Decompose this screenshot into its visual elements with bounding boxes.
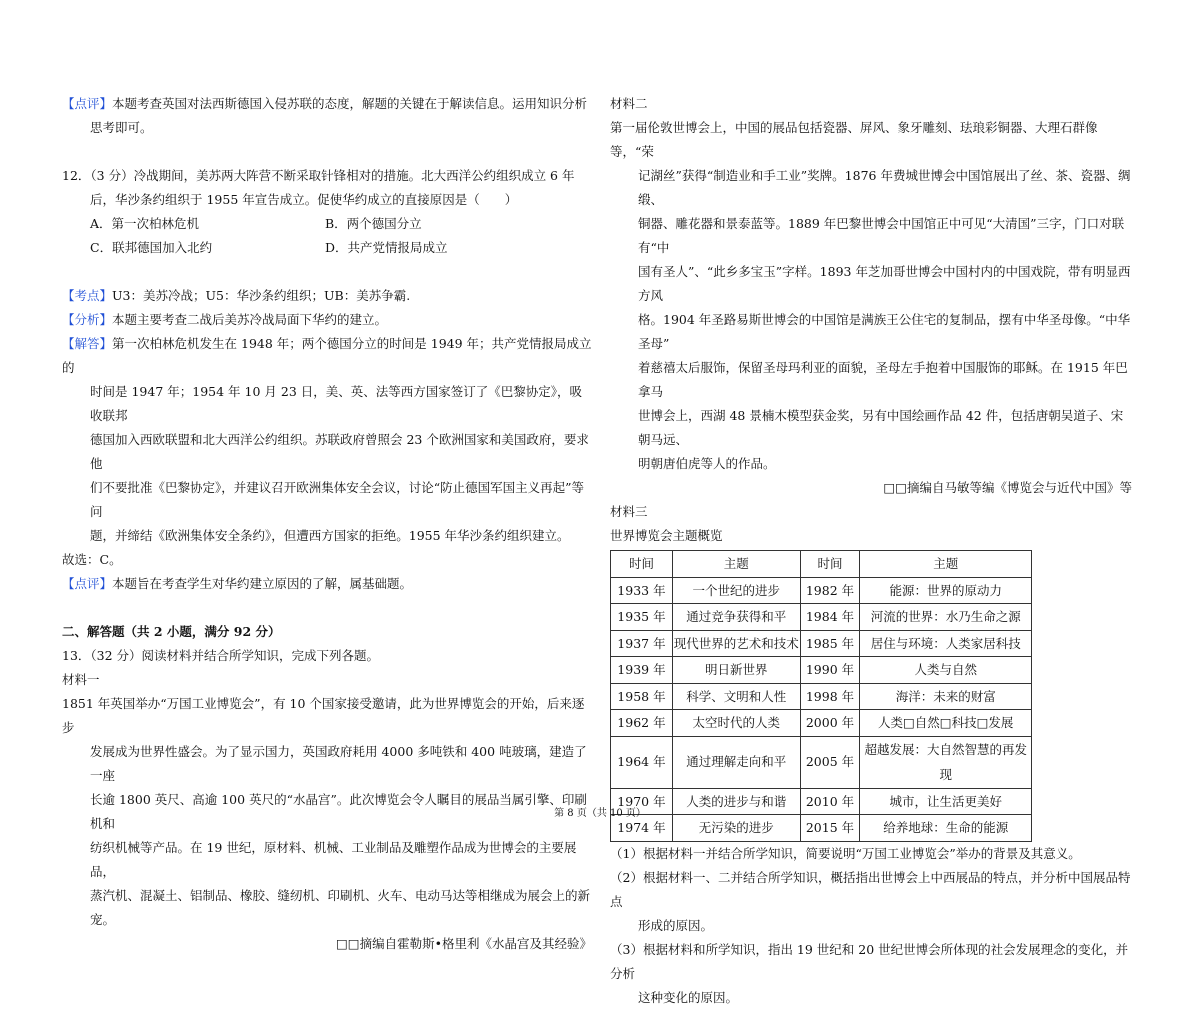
material-2-line: 着慈禧太后服饰，保留圣母玛利亚的面貌，圣母左手抱着中国服饰的耶稣。在 1915 年巴拿马: [638, 360, 1128, 399]
jieda-line: 时间是 1947 年；1954 年 10 月 23 日，美、英、法等西方国家签订了《巴黎协定》，吸收联邦: [90, 384, 582, 423]
table-cell: 河流的世界：水乃生命之源: [860, 604, 1032, 631]
material-3-title: 材料三: [610, 504, 648, 519]
material-1-line: 宠。: [90, 912, 116, 927]
dianping: 【点评】本题旨在考查学生对华约建立原因的了解，属基础题。: [62, 576, 413, 591]
q13-stem: 13．（32 分）阅读材料并结合所学知识，完成下列各题。: [62, 648, 380, 663]
table-cell: 1974 年: [611, 815, 673, 842]
table-cell: 海洋：未来的财富: [860, 683, 1032, 710]
table-cell: 太空时代的人类: [672, 710, 800, 737]
material-2-line: 铜器、雕花器和景泰蓝等。1889 年巴黎世博会中国馆正中可见“大清国”三字，门口对联有“中: [638, 216, 1125, 255]
section-title: 二、解答题（共 2 小题，满分 92 分）: [62, 624, 281, 639]
material-1-line: 1851 年英国举办“万国工业博览会”，有 10 个国家接受邀请，此为世界博览会的开始，后来逐步: [62, 696, 585, 735]
table-cell: 1982 年: [800, 577, 860, 604]
sub-question-2: （2）根据材料一、二并结合所学知识，概括指出世博会上中西展品的特点，并分析中国展品特点: [610, 869, 1131, 909]
material-2-line: 明朝唐伯虎等人的作品。: [638, 456, 776, 471]
jieda-line: 题，并缔结《欧洲集体安全条约》，但遭西方国家的拒绝。1955 年华沙条约组织建立。: [90, 528, 570, 543]
table-cell: 1984 年: [800, 604, 860, 631]
table-cell: 2000 年: [800, 710, 860, 737]
material-1-source: □□摘编自霍勒斯•格里利《水晶宫及其经验》: [336, 936, 592, 951]
table-cell: 居住与环境：人类家居科技: [860, 630, 1032, 657]
table-row: [611, 577, 1032, 604]
table-cell: 1939 年: [611, 657, 673, 684]
table-cell: 人类□自然□科技□发展: [860, 710, 1032, 737]
fenxi-tag: 【分析】: [62, 312, 113, 327]
sub-question-2-cont: 形成的原因。: [638, 917, 714, 933]
material-2-source: □□摘编自马敏等编《博览会与近代中国》等: [883, 480, 1132, 495]
header-theme: 主题: [672, 551, 800, 578]
sub-question-1: （1）根据材料一并结合所学知识，简要说明“万国工业博览会”举办的背景及其意义。: [610, 845, 1081, 861]
table-cell: 2005 年: [800, 736, 860, 788]
table-cell: 通过竞争获得和平: [672, 604, 800, 631]
dianping-tag: 【点评】: [62, 576, 113, 591]
table-cell: 科学、文明和人性: [672, 683, 800, 710]
material-2-line: 记湖丝”获得“制造业和手工业”奖牌。1876 年费城世博会中国馆展出了丝、茶、瓷器、绸缎、: [638, 168, 1131, 207]
table-cell: 明日新世界: [672, 657, 800, 684]
q12-options-row1: [62, 212, 592, 236]
table-row: [611, 710, 1032, 737]
table-cell: 1985 年: [800, 630, 860, 657]
table-cell: 1990 年: [800, 657, 860, 684]
table-cell: 现代世界的艺术和技术: [672, 630, 800, 657]
table-row: [611, 630, 1032, 657]
page-footer: 第 8 页（共 10 页）: [554, 808, 646, 819]
fenxi: 【分析】本题主要考查二战后美苏冷战局面下华约的建立。: [62, 312, 388, 327]
header-time: 时间: [611, 551, 673, 578]
table-cell: 城市，让生活更美好: [860, 788, 1032, 815]
material-2-line: 第一届伦敦世博会上，中国的展品包括瓷器、屏风、象牙雕刻、珐琅彩铜器、大理石群像等，“荣: [610, 120, 1098, 159]
jieda-line: 德国加入西欧联盟和北大西洋公约组织。苏联政府曾照会 23 个欧洲国家和美国政府，要求他: [90, 432, 589, 471]
table-cell: 人类与自然: [860, 657, 1032, 684]
prev-comment-cont: 思考即可。: [90, 120, 153, 135]
table-row: [611, 657, 1032, 684]
sub-question-3: （3）根据材料和所学知识，指出 19 世纪和 20 世纪世博会所体现的社会发展理念的变化，并分析: [610, 941, 1129, 981]
table-header-row: [611, 551, 1032, 578]
jieda-line: 们不要批准《巴黎协定》，并建议召开欧洲集体安全会议，讨论“防止德国军国主义再起”等问: [90, 480, 585, 519]
material-2-line: 国有圣人”、“此乡多宝玉”字样。1893 年芝加哥世博会中国村内的中国戏院，带有明显西方风: [638, 264, 1131, 303]
material-1-line: 长逾 1800 英尺、高逾 100 英尺的“水晶宫”。此次博览会令人瞩目的展品当属引擎、印刷机和: [90, 792, 587, 831]
header-time: 时间: [800, 551, 860, 578]
table-cell: 2010 年: [800, 788, 860, 815]
jieda-tag: 【解答】: [62, 336, 113, 351]
table-cell: 能源：世界的原动力: [860, 577, 1032, 604]
material-2-line: 格。1904 年圣路易斯世博会的中国馆是满族王公住宅的复制品，摆有中华圣母像。“中华圣母”: [638, 312, 1131, 351]
option-b: B．两个德国分立: [325, 216, 422, 231]
material-3-caption: 世界博览会主题概览: [610, 528, 723, 543]
material-1-line: 发展成为世界性盛会。为了显示国力，英国政府耗用 4000 多吨铁和 400 吨玻璃，建造了一座: [90, 744, 587, 783]
table-cell: 给养地球：生命的能源: [860, 815, 1032, 842]
table-row: [611, 736, 1032, 788]
jieda: 【解答】第一次柏林危机发生在 1948 年；两个德国分立的时间是 1949 年；共产党情报局成立的: [62, 336, 592, 375]
material-1-line: 蒸汽机、混凝土、铝制品、橡胶、缝纫机、印刷机、火车、电动马达等相继成为展会上的新: [90, 888, 591, 903]
right-column: [610, 92, 1132, 1010]
table-cell: 1962 年: [611, 710, 673, 737]
header-theme: 主题: [860, 551, 1032, 578]
table-cell: 一个世纪的进步: [672, 577, 800, 604]
left-column: [62, 92, 592, 956]
expo-theme-table: [610, 550, 1032, 842]
table-cell: 通过理解走向和平: [672, 736, 800, 788]
kaodian-tag: 【考点】: [62, 288, 113, 303]
comment-tag: 【点评】: [62, 96, 113, 111]
option-a: A．第一次柏林危机: [90, 216, 200, 231]
table-cell: 1958 年: [611, 683, 673, 710]
material-1-title: 材料一: [62, 672, 100, 687]
table-cell: 1937 年: [611, 630, 673, 657]
option-d: D．共产党情报局成立: [325, 240, 448, 255]
q12-stem-line2: 后，华沙条约组织于 1955 年宣告成立。促使华约成立的直接原因是（ ）: [90, 192, 518, 207]
table-cell: 人类的进步与和谐: [672, 788, 800, 815]
prev-comment: 【点评】本题考查英国对法西斯德国入侵苏联的态度，解题的关键在于解读信息。运用知识分析: [62, 96, 588, 111]
table-cell: 超越发展：大自然智慧的再发现: [860, 736, 1032, 788]
option-c: C．联邦德国加入北约: [90, 240, 213, 255]
table-cell: 1964 年: [611, 736, 673, 788]
q12-stem-line1: 12．（3 分）冷战期间，美苏两大阵营不断采取针锋相对的措施。北大西洋公约组织成立 6 年: [62, 168, 575, 183]
table-row: [611, 604, 1032, 631]
table-cell: 无污染的进步: [672, 815, 800, 842]
table-cell: 1970 年: [611, 788, 673, 815]
answer: 故选：C。: [62, 552, 122, 567]
table-cell: 1935 年: [611, 604, 673, 631]
q12-options-row2: [62, 236, 592, 260]
kaodian: 【考点】U3：美苏冷战；U5：华沙条约组织；UB：美苏争霸.: [62, 288, 411, 303]
table-cell: 2015 年: [800, 815, 860, 842]
material-2-title: 材料二: [610, 96, 648, 111]
material-1-line: 纺织机械等产品。在 19 世纪，原材料、机械、工业制品及雕塑作品成为世博会的主要展品，: [90, 840, 577, 879]
material-2-line: 世博会上，西湖 48 景楠木模型获金奖，另有中国绘画作品 42 件，包括唐朝吴道子、宋朝马远、: [638, 408, 1124, 447]
sub-question-3-cont: 这种变化的原因。: [638, 989, 739, 1005]
table-cell: 1933 年: [611, 577, 673, 604]
table-cell: 1998 年: [800, 683, 860, 710]
table-row: [611, 683, 1032, 710]
